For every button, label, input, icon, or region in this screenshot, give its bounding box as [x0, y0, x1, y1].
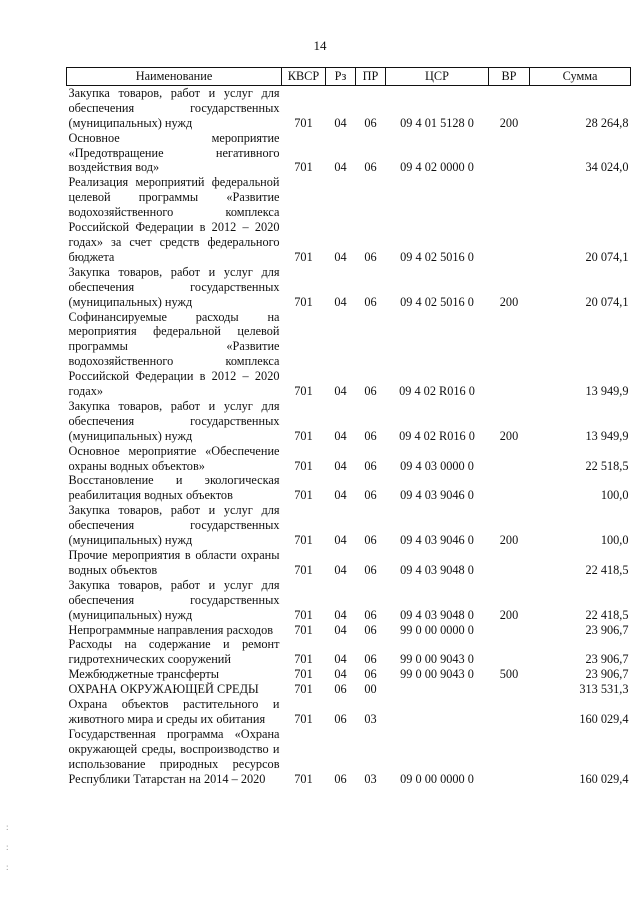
cell-vr	[489, 682, 530, 697]
table-row	[67, 85, 631, 130]
cell-rz: 04	[334, 428, 347, 443]
cell-kvsr: 701	[294, 384, 313, 399]
cell-sum: 160 029,4	[579, 711, 629, 726]
cell-sum: 28 264,8	[585, 115, 629, 130]
margin-mark: :	[6, 862, 9, 872]
cell-csr: 09 4 02 R016 0	[399, 384, 475, 399]
cell-rz: 06	[334, 771, 347, 786]
table-row	[67, 637, 631, 667]
cell-kvsr: 701	[294, 607, 313, 622]
cell-vr	[489, 548, 530, 578]
header-csr: ЦСР	[386, 68, 489, 86]
cell-name: Закупка товаров, работ и услуг для обеспечения государственных (муниципальных) нужд	[68, 398, 280, 443]
cell-pr: 06	[364, 667, 377, 682]
header-sum: Сумма	[530, 68, 631, 86]
cell-pr: 06	[364, 249, 377, 264]
cell-pr: 06	[364, 533, 377, 548]
cell-kvsr: 701	[294, 294, 313, 309]
cell-rz: 04	[334, 488, 347, 503]
cell-name: Охрана объектов растительного и животного мира и среды их обитания	[68, 697, 280, 726]
cell-sum: 20 074,1	[585, 249, 629, 264]
cell-pr: 06	[364, 115, 377, 130]
cell-rz: 04	[334, 533, 347, 548]
cell-pr: 06	[364, 488, 377, 503]
cell-sum: 20 074,1	[585, 294, 629, 309]
cell-sum: 13 949,9	[585, 428, 629, 443]
cell-rz: 06	[334, 682, 347, 697]
table-row	[67, 667, 631, 682]
margin-mark: :	[6, 822, 9, 832]
cell-sum: 100,0	[600, 488, 629, 503]
table-row	[67, 175, 631, 264]
cell-kvsr: 701	[294, 652, 313, 667]
cell-name: Закупка товаров, работ и услуг для обеспечения государственных (муниципальных) нужд	[68, 503, 280, 548]
cell-csr	[386, 682, 489, 697]
cell-vr	[489, 473, 530, 503]
cell-vr: 200	[499, 294, 519, 309]
cell-kvsr: 701	[294, 428, 313, 443]
table-row	[67, 265, 631, 310]
cell-pr: 03	[364, 771, 377, 786]
cell-pr: 06	[364, 294, 377, 309]
table-row	[67, 399, 631, 444]
table-row	[67, 131, 631, 176]
cell-name: Закупка товаров, работ и услуг для обеспечения государственных (муниципальных) нужд	[68, 577, 280, 622]
cell-vr: 500	[499, 667, 519, 682]
header-name: Наименование	[67, 68, 282, 86]
cell-pr: 06	[364, 458, 377, 473]
cell-sum: 23 906,7	[585, 667, 629, 682]
cell-csr: 99 0 00 0000 0	[400, 622, 474, 637]
cell-kvsr: 701	[294, 711, 313, 726]
cell-sum: 22 418,5	[585, 607, 629, 622]
cell-sum: 23 906,7	[585, 622, 629, 637]
page-number: 14	[313, 38, 327, 53]
cell-csr: 09 0 00 0000 0	[400, 771, 474, 786]
table-row	[67, 473, 631, 503]
cell-name: Реализация мероприятий федеральной целевой программы «Развитие водохозяйственного комплекса Российской Федерации в 2012 – 2020 годах» за счет средств федерального бюджета	[68, 175, 280, 264]
cell-csr: 09 4 03 9046 0	[400, 488, 474, 503]
cell-kvsr: 701	[294, 249, 313, 264]
cell-vr: 200	[499, 607, 519, 622]
cell-sum: 100,0	[600, 533, 629, 548]
table-header-row	[67, 68, 631, 86]
table-row	[67, 727, 631, 787]
cell-kvsr: 701	[294, 682, 313, 697]
cell-csr: 99 0 00 9043 0	[400, 652, 474, 667]
cell-pr: 06	[364, 607, 377, 622]
header-pr: ПР	[356, 68, 386, 86]
cell-vr: 200	[499, 428, 519, 443]
cell-name: Межбюджетные трансферты	[68, 667, 220, 682]
cell-rz: 04	[334, 667, 347, 682]
cell-sum: 34 024,0	[585, 160, 629, 175]
cell-pr: 06	[364, 622, 377, 637]
header-rz: Рз	[326, 68, 356, 86]
header-vr: ВР	[489, 68, 530, 86]
table-row	[67, 697, 631, 727]
cell-csr: 09 4 02 5016 0	[400, 249, 474, 264]
cell-sum: 13 949,9	[585, 384, 629, 399]
cell-rz: 04	[334, 622, 347, 637]
cell-name: Восстановление и экологическая реабилитация водных объектов	[68, 473, 280, 503]
cell-vr: 200	[499, 533, 519, 548]
cell-name: Софинансируемые расходы на мероприятия федеральной целевой программы «Развитие водохозяйственного комплекса Российской Федерации в 2012 – 2020 годах»	[68, 309, 280, 399]
cell-vr: 200	[499, 115, 519, 130]
cell-name: Закупка товаров, работ и услуг для обеспечения государственных (муниципальных) нужд	[68, 85, 280, 130]
cell-kvsr: 701	[294, 667, 313, 682]
cell-csr: 09 4 01 5128 0	[400, 115, 474, 130]
cell-vr	[489, 131, 530, 176]
cell-vr	[489, 637, 530, 667]
cell-csr: 09 4 03 9046 0	[400, 533, 474, 548]
cell-rz: 04	[334, 562, 347, 577]
table-row	[67, 578, 631, 623]
cell-vr	[489, 444, 530, 474]
cell-csr: 09 4 02 5016 0	[400, 294, 474, 309]
cell-rz: 04	[334, 652, 347, 667]
cell-rz: 04	[334, 160, 347, 175]
table-row	[67, 623, 631, 638]
cell-pr: 03	[364, 711, 377, 726]
cell-name: Основное мероприятие «Обеспечение охраны водных объектов»	[68, 443, 280, 473]
cell-name: Непрограммные направления расходов	[68, 622, 274, 637]
cell-kvsr: 701	[294, 771, 313, 786]
cell-kvsr: 701	[294, 562, 313, 577]
cell-kvsr: 701	[294, 458, 313, 473]
cell-rz: 04	[334, 294, 347, 309]
table-row	[67, 682, 631, 697]
cell-csr	[386, 697, 489, 727]
cell-csr: 09 4 03 0000 0	[400, 458, 474, 473]
table-row	[67, 444, 631, 474]
cell-kvsr: 701	[294, 533, 313, 548]
cell-vr	[489, 310, 530, 399]
cell-vr	[489, 697, 530, 727]
cell-pr: 06	[364, 160, 377, 175]
cell-pr: 06	[364, 562, 377, 577]
cell-csr: 09 4 02 R016 0	[399, 428, 475, 443]
cell-vr	[489, 727, 530, 787]
cell-csr: 09 4 03 9048 0	[400, 607, 474, 622]
cell-vr	[489, 623, 530, 638]
cell-name: Основное мероприятие «Предотвращение негативного воздействия вод»	[68, 130, 280, 175]
budget-table	[66, 67, 631, 787]
cell-rz: 04	[334, 458, 347, 473]
cell-sum: 160 029,4	[579, 771, 629, 786]
cell-kvsr: 701	[294, 488, 313, 503]
cell-sum: 23 906,7	[585, 652, 629, 667]
cell-vr	[489, 175, 530, 264]
margin-mark: :	[6, 842, 9, 852]
cell-kvsr: 701	[294, 622, 313, 637]
cell-name: ОХРАНА ОКРУЖАЮЩЕЙ СРЕДЫ	[68, 682, 259, 697]
cell-kvsr: 701	[294, 160, 313, 175]
cell-csr: 09 4 03 9048 0	[400, 562, 474, 577]
table-row	[67, 310, 631, 399]
cell-csr: 09 4 02 0000 0	[400, 160, 474, 175]
cell-kvsr: 701	[294, 115, 313, 130]
cell-rz: 04	[334, 384, 347, 399]
cell-sum: 22 518,5	[585, 458, 629, 473]
cell-name: Закупка товаров, работ и услуг для обеспечения государственных (муниципальных) нужд	[68, 264, 280, 309]
cell-pr: 00	[364, 682, 377, 697]
cell-rz: 04	[334, 115, 347, 130]
cell-name: Государственная программа «Охрана окружающей среды, воспроизводство и использование природных ресурсов Республики Татарстан на 2014 – 2020	[68, 726, 280, 786]
cell-pr: 06	[364, 428, 377, 443]
header-kvsr: КВСР	[282, 68, 326, 86]
cell-pr: 06	[364, 652, 377, 667]
cell-rz: 06	[334, 711, 347, 726]
cell-sum: 22 418,5	[585, 562, 629, 577]
cell-sum: 313 531,3	[579, 682, 629, 697]
cell-rz: 04	[334, 249, 347, 264]
table-row	[67, 503, 631, 548]
cell-rz: 04	[334, 607, 347, 622]
cell-name: Расходы на содержание и ремонт гидротехнических сооружений	[68, 637, 280, 667]
cell-pr: 06	[364, 384, 377, 399]
cell-csr: 99 0 00 9043 0	[400, 667, 474, 682]
cell-name: Прочие мероприятия в области охраны водных объектов	[68, 548, 280, 577]
table-row	[67, 548, 631, 578]
